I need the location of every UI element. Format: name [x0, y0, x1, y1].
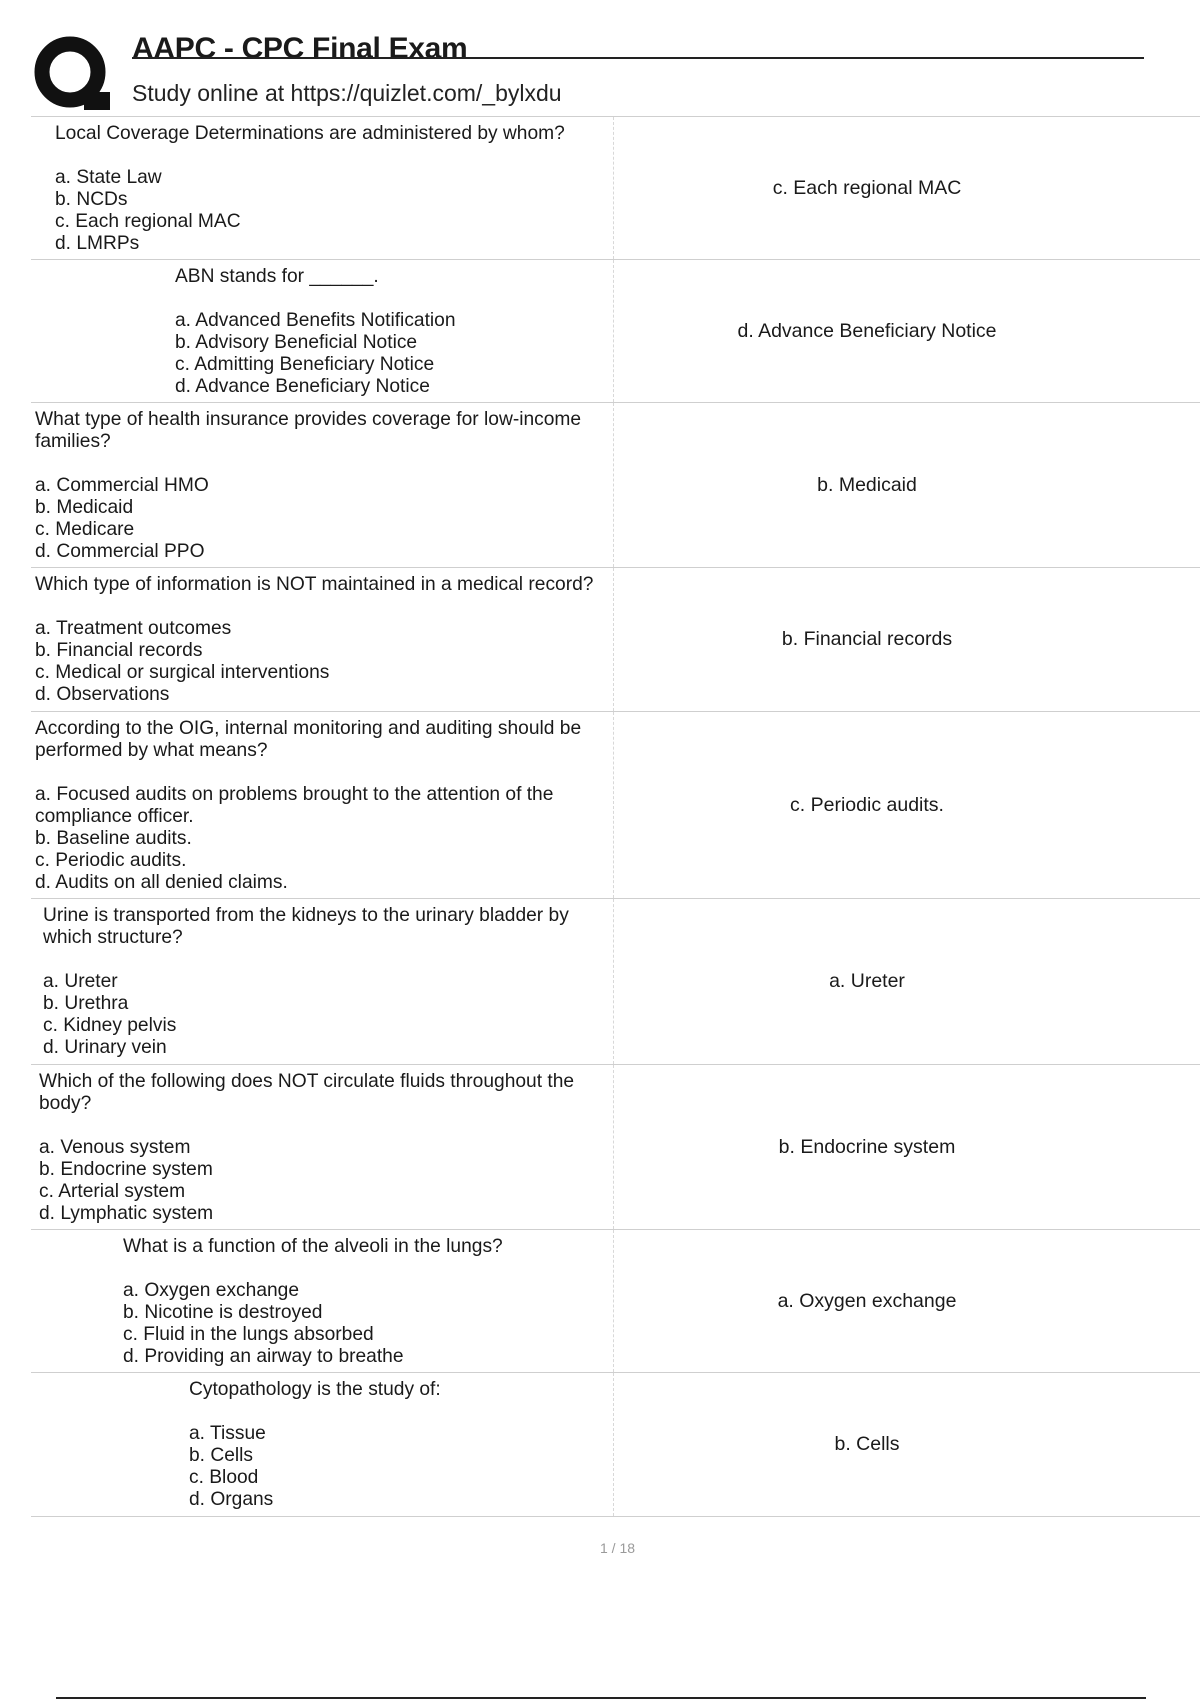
card-option: d. Commercial PPO: [35, 541, 205, 562]
card-option: b. Medicaid: [35, 497, 134, 518]
flashcard: [31, 260, 1200, 403]
card-option: a. Advanced Benefits Notification: [175, 310, 456, 331]
card-option: c. Kidney pelvis: [43, 1015, 177, 1036]
card-question: Cytopathology is the study of:: [189, 1379, 441, 1400]
card-option: a. Treatment outcomes: [35, 618, 232, 639]
card-option: d. Urinary vein: [43, 1037, 167, 1058]
card-question: Which type of information is NOT maintained in a medical record?: [35, 574, 594, 595]
card-option: d. Lymphatic system: [39, 1203, 214, 1224]
title-underline: [132, 57, 1144, 59]
card-term: [31, 117, 614, 259]
card-option: c. Medical or surgical interventions: [35, 662, 330, 683]
card-term: [31, 403, 614, 567]
quizlet-logo-icon: [32, 34, 112, 114]
card-answer: b. Cells: [834, 1433, 900, 1455]
flashcard: [31, 1230, 1200, 1373]
card-question: Which of the following does NOT circulate fluids throughout the body?: [39, 1071, 580, 1114]
card-question: ABN stands for ______.: [175, 266, 379, 287]
card-question: Local Coverage Determinations are administered by whom?: [55, 123, 565, 144]
footer-rule: [56, 1697, 1146, 1699]
flashcard: [31, 117, 1200, 260]
card-question: What type of health insurance provides coverage for low-income families?: [35, 409, 587, 452]
card-answer: a. Oxygen exchange: [777, 1289, 957, 1312]
card-option: b. Urethra: [43, 993, 129, 1014]
flashcard: [31, 899, 1200, 1065]
card-option: a. Ureter: [43, 971, 118, 992]
card-option: c. Fluid in the lungs absorbed: [123, 1324, 374, 1345]
card-option: b. Advisory Beneficial Notice: [175, 332, 418, 353]
flashcard: [31, 712, 1200, 899]
card-answer: d. Advance Beneficiary Notice: [737, 319, 997, 342]
card-term: [31, 260, 614, 402]
card-option: a. State Law: [55, 167, 162, 188]
card-option: a. Oxygen exchange: [123, 1280, 300, 1301]
card-option: a. Focused audits on problems brought to the attention of the compliance officer.: [35, 784, 554, 827]
card-option: b. NCDs: [55, 189, 128, 210]
card-option: b. Endocrine system: [39, 1159, 213, 1180]
card-term: [31, 1065, 614, 1229]
card-option: c. Each regional MAC: [55, 211, 241, 232]
flashcard: [31, 1065, 1200, 1230]
card-option: a. Venous system: [39, 1137, 191, 1158]
card-term: [31, 1373, 614, 1516]
flashcard: [31, 403, 1200, 568]
card-question: According to the OIG, internal monitoring and auditing should be performed by what means?: [35, 718, 587, 761]
card-option: b. Financial records: [35, 640, 203, 661]
card-answer: a. Ureter: [829, 970, 905, 992]
card-answer: b. Endocrine system: [778, 1135, 956, 1158]
card-option: c. Blood: [189, 1467, 259, 1488]
card-option: c. Admitting Beneficiary Notice: [175, 354, 435, 375]
card-option: c. Medicare: [35, 519, 135, 540]
flashcard-list: [31, 116, 1200, 1517]
card-term: [31, 1230, 614, 1372]
card-question: Urine is transported from the kidneys to the urinary bladder by which structure?: [43, 905, 575, 948]
card-term: [31, 899, 614, 1064]
card-option: d. Observations: [35, 684, 170, 705]
page-subtitle: Study online at https://quizlet.com/_bylxdu: [132, 80, 562, 106]
card-option: d. Providing an airway to breathe: [123, 1346, 404, 1367]
page-title: AAPC - CPC Final Exam: [132, 32, 468, 65]
card-option: d. Advance Beneficiary Notice: [175, 376, 430, 397]
card-answer: c. Each regional MAC: [772, 176, 962, 199]
card-question: What is a function of the alveoli in the lungs?: [123, 1236, 503, 1257]
card-answer: b. Medicaid: [817, 473, 917, 496]
card-option: b. Cells: [189, 1445, 253, 1466]
flashcard: [31, 1373, 1200, 1517]
card-option: b. Nicotine is destroyed: [123, 1302, 323, 1323]
card-term: [31, 568, 614, 711]
card-option: c. Periodic audits.: [35, 850, 187, 871]
card-option: d. Organs: [189, 1489, 274, 1510]
card-option: a. Tissue: [189, 1423, 266, 1444]
card-term: [31, 712, 614, 898]
card-option: c. Arterial system: [39, 1181, 186, 1202]
card-option: d. Audits on all denied claims.: [35, 872, 288, 893]
card-option: a. Commercial HMO: [35, 475, 209, 496]
card-answer: b. Financial records: [781, 628, 953, 650]
page-number: 1 / 18: [599, 1540, 636, 1556]
flashcard: [31, 568, 1200, 712]
card-option: b. Baseline audits.: [35, 828, 192, 849]
card-answer: c. Periodic audits.: [790, 793, 944, 816]
card-option: d. LMRPs: [55, 233, 140, 254]
